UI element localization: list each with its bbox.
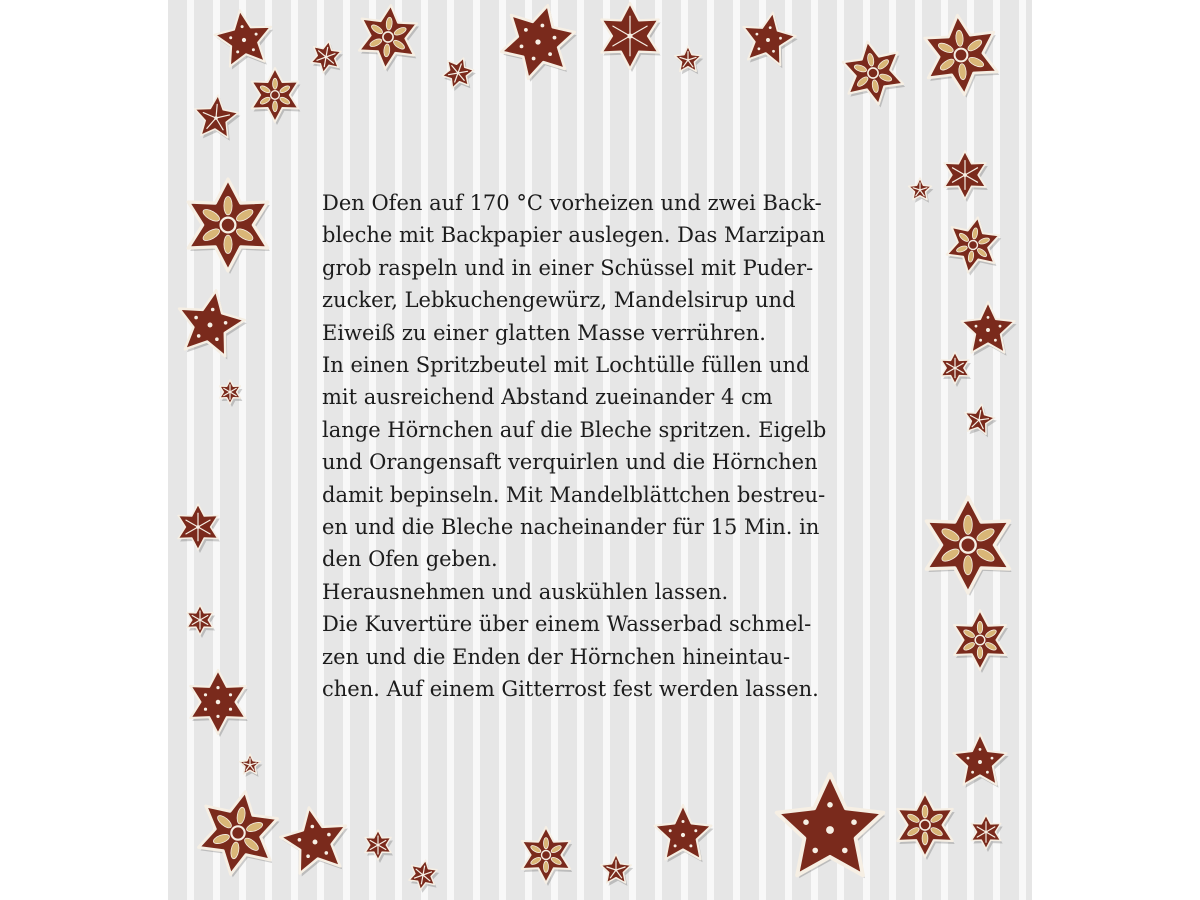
gingerbread-star-cookie-icon <box>909 178 934 203</box>
gingerbread-star-cookie-icon <box>215 10 274 69</box>
gingerbread-star-cookie-icon <box>252 68 301 125</box>
gingerbread-star-cookie-icon <box>954 610 1008 673</box>
gingerbread-star-cookie-icon <box>187 605 215 638</box>
recipe-card <box>168 0 1032 900</box>
gingerbread-star-cookie-icon <box>178 504 220 553</box>
gingerbread-star-cookie-icon <box>743 12 797 68</box>
gingerbread-star-cookie-icon <box>897 793 954 860</box>
gingerbread-star-cookie-icon <box>601 3 660 72</box>
gingerbread-star-cookie-icon <box>925 15 1000 98</box>
gingerbread-star-cookie-icon <box>777 774 886 878</box>
gingerbread-star-cookie-icon <box>947 217 1002 275</box>
gingerbread-star-cookie-icon <box>944 151 988 202</box>
gingerbread-star-cookie-icon <box>522 827 572 886</box>
gingerbread-star-cookie-icon <box>188 179 270 274</box>
gingerbread-star-cookie-icon <box>601 854 633 886</box>
recipe-instructions: Den Ofen auf 170 °C vorheizen und zwei Back- bleche mit Backpapier auslegen. Das Marzipan grob raspeln und in einer Schüssel mit Puder- zucker, Lebkuchengewürz, Mandelsirup und Eiweiß zu einer glatten Masse verrühren. In einen Spritzbeutel mit Lochtülle füllen und mit ausreichend Abstand zueinander 4 cm lange Hörnchen auf die Bleche spritzen. Eigelb und Orangensaft verquirlen und die Hörnchen damit bepinseln. Mit Mandelblättchen bestreu- en und die Bleche nacheinander für 15 Min. in den Ofen geben. Herausnehmen und auskühlen lassen. Die Kuvertüre über einem Wasserbad schmel- zen und die Enden der Hörnchen hineintau- chen. Auf einem Gitterrost fest werden lassen. <box>322 191 827 702</box>
gingerbread-star-cookie-icon <box>195 95 241 141</box>
gingerbread-star-cookie-icon <box>965 404 997 437</box>
gingerbread-star-cookie-icon <box>190 670 247 737</box>
gingerbread-star-cookie-icon <box>655 805 714 862</box>
gingerbread-star-cookie-icon <box>240 754 263 777</box>
gingerbread-star-cookie-icon <box>926 497 1011 596</box>
gingerbread-star-cookie-icon <box>843 42 905 108</box>
gingerbread-star-cookie-icon <box>675 46 704 74</box>
gingerbread-star-cookie-icon <box>409 860 439 893</box>
gingerbread-star-cookie-icon <box>442 58 476 91</box>
gingerbread-star-cookie-icon <box>359 5 419 72</box>
gingerbread-star-cookie-icon <box>280 808 348 877</box>
gingerbread-star-cookie-icon <box>179 291 247 360</box>
gingerbread-star-cookie-icon <box>501 5 576 81</box>
gingerbread-star-cookie-icon <box>365 830 393 863</box>
gingerbread-star-cookie-icon <box>220 380 243 407</box>
gingerbread-star-cookie-icon <box>199 792 280 878</box>
gingerbread-star-cookie-icon <box>941 352 971 387</box>
gingerbread-star-cookie-icon <box>311 41 343 76</box>
gingerbread-star-cookie-icon <box>961 302 1016 356</box>
gingerbread-star-cookie-icon <box>971 815 1002 852</box>
gingerbread-star-cookie-icon <box>953 734 1008 788</box>
